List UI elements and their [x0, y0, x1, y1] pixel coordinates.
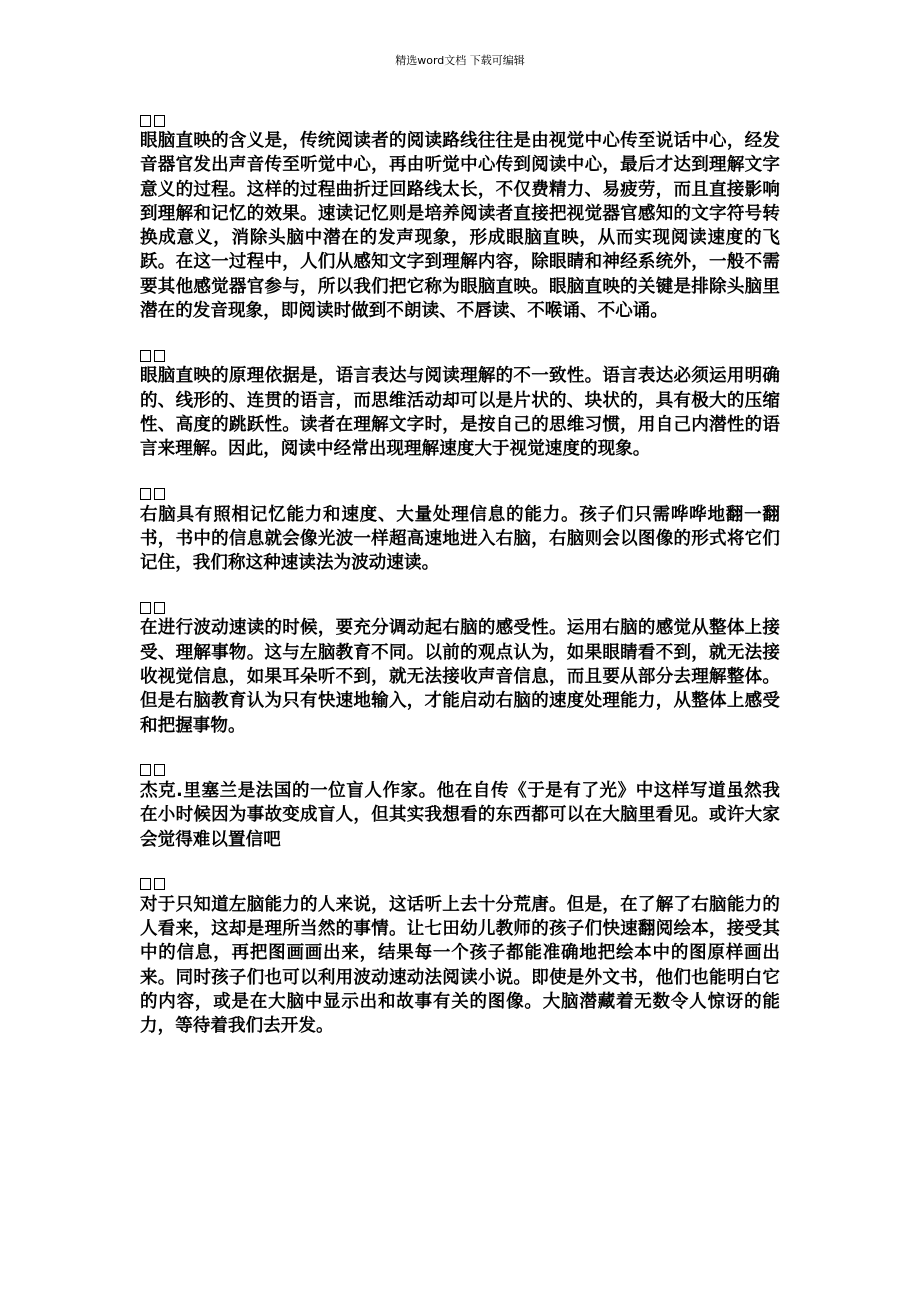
paragraph: 对于只知道左脑能力的人来说，这话听上去十分荒唐。但是，在了解了右脑能力的人看来，这却是理所当然的事情。让七田幼儿教师的孩子们快速翻阅绘本，接受其中的信息，再把图画画出来，结果每一个孩子都能准确地把绘本中的图原样画出来。同时孩子们也可以利用波动速动法阅读小说。即使是外文书，他们也能明白它的内容，或是在大脑中显示出和故事有关的图像。大脑潜藏着无数令人惊讶的能力，等待着我们去开发。 — [140, 894, 780, 1037]
missing-glyph-box — [140, 878, 151, 890]
section-5 — [140, 762, 780, 852]
section-1 — [140, 112, 780, 323]
missing-glyph-box — [154, 488, 165, 500]
missing-glyph-box — [154, 350, 165, 362]
missing-glyph-heading — [140, 599, 780, 616]
missing-glyph-heading — [140, 112, 780, 129]
paragraph: 眼脑直映的含义是，传统阅读者的阅读路线往往是由视觉中心传至说话中心，经发音器官发出声音传至听觉中心，再由听觉中心传到阅读中心，最后才达到理解文字意义的过程。这样的过程曲折迂回路线太长，不仅费精力、易疲劳，而且直接影响到理解和记忆的效果。速读记忆则是培养阅读者直接把视觉器官感知的文字符号转换成意义，消除头脑中潜在的发声现象，形成眼脑直映，从而实现阅读速度的飞跃。在这一过程中，人们从感知文字到理解内容，除眼睛和神经系统外，一般不需要其他感觉器官参与，所以我们把它称为眼脑直映。眼脑直映的关键是排除头脑里潜在的发音现象，即阅读时做到不朗读、不唇读、不喉诵、不心诵。 — [140, 131, 780, 322]
section-2 — [140, 347, 780, 461]
missing-glyph-box — [154, 878, 165, 890]
missing-glyph-heading — [140, 347, 780, 364]
page-header: 精选word文档 下载可编辑 — [395, 54, 525, 67]
paragraph: 右脑具有照相记忆能力和速度、大量处理信息的能力。孩子们只需哗哗地翻一翻书，书中的信息就会像光波一样超高速地进入右脑，右脑则会以图像的形式将它们记住，我们称这种速读法为波动速读。 — [140, 504, 780, 574]
missing-glyph-box — [140, 115, 151, 127]
missing-glyph-box — [154, 602, 165, 614]
missing-glyph-heading — [140, 876, 780, 893]
missing-glyph-box — [140, 764, 151, 776]
paragraph: 在进行波动速读的时候，要充分调动起右脑的感受性。运用右脑的感觉从整体上接受、理解事物。这与左脑教育不同。以前的观点认为，如果眼睛看不到，就无法接收视觉信息，如果耳朵听不到，就无法接收声音信息，而且要从部分去理解整体。但是右脑教育认为只有快速地输入，才能启动右脑的速度处理能力，从整体上感受和把握事物。 — [140, 618, 780, 736]
missing-glyph-box — [154, 764, 165, 776]
missing-glyph-heading — [140, 486, 780, 503]
paragraph: 眼脑直映的原理依据是，语言表达与阅读理解的不一致性。语言表达必须运用明确的、线形的、连贯的语言，而思维活动却可以是片状的、块状的，具有极大的压缩性、高度的跳跃性。读者在理解文字时，是按自己的思维习惯，用自己内潜性的语言来理解。因此，阅读中经常出现理解速度大于视觉速度的现象。 — [140, 366, 780, 460]
section-6 — [140, 876, 780, 1039]
missing-glyph-box — [140, 602, 151, 614]
section-4 — [140, 599, 780, 737]
missing-glyph-box — [140, 488, 151, 500]
missing-glyph-heading — [140, 762, 780, 779]
missing-glyph-box — [154, 115, 165, 127]
missing-glyph-box — [140, 350, 151, 362]
paragraph: 杰克.里塞兰是法国的一位盲人作家。他在自传《于是有了光》中这样写道虽然我在小时候因为事故变成盲人，但其实我想看的东西都可以在大脑里看见。或许大家会觉得难以置信吧 — [140, 780, 780, 850]
section-3 — [140, 486, 780, 576]
document-body — [140, 112, 780, 1063]
